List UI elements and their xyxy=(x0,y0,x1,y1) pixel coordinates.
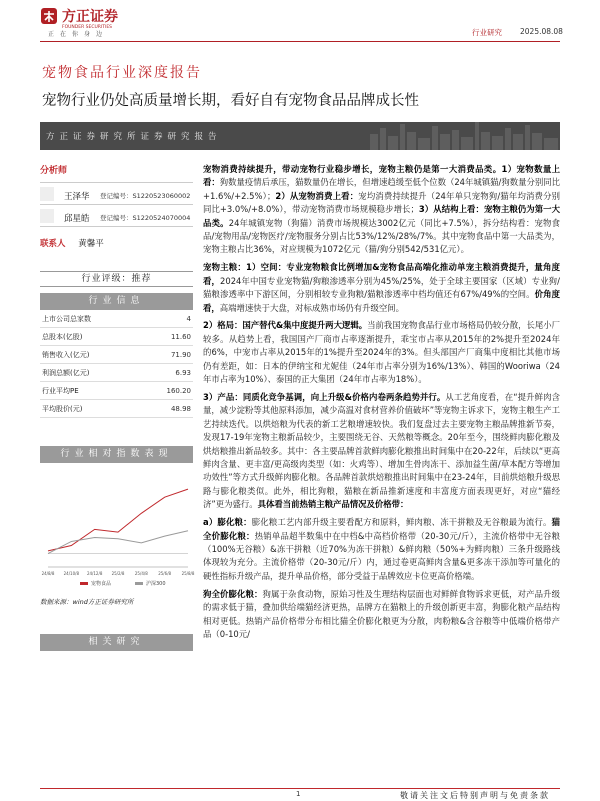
info-value: 48.98 xyxy=(170,405,191,413)
brand-name-en: FOUNDER SECURITIES xyxy=(62,25,113,30)
body-paragraph: 宠物消费持续提升，带动宠物行业稳步增长，宠物主粮仍是第一大消费品类。1）宠物数量上看：狗数量疫情后承压，猫数量仍在增长，但增速趋缓至低个位数（24年城镇猫/狗数量分别同比+1.6%/+2.5%）；2）从宠物消费上看：宠均消费持续提升（24年单只宠物狗/猫年均消费分别同比+3.0%/+8.0%），带动宠物消费市场规模稳步增长；3）从结构上看：宠物主粮仍为第一大品类。24年城镇宠物（狗猫）消费市场规模达3002亿元（同比+7.5%），拆分结构看：宠物食品/宠物用品/宠物医疗/宠物服务分别占比53%/12%/28%/7%。其中宠物食品中第一大品类为，宠物主粮占比36%，对应规模为1072亿元（猫/狗分别542/531亿元）。 xyxy=(203,164,561,255)
related-research-title: 相关研究 xyxy=(40,634,193,651)
x-tick-label: 24/10/8 xyxy=(63,571,80,576)
info-key: 总股本(亿股) xyxy=(42,333,83,341)
info-key: 利润总额(亿元) xyxy=(42,369,90,377)
legend-label: 宠物食品 xyxy=(91,581,112,587)
contact-label: 联系人 xyxy=(40,239,66,249)
industry-info-table xyxy=(40,310,193,418)
skyline-image xyxy=(360,122,560,150)
report-title: 宠物行业仍处高质量增长期，看好自有宠物食品品牌成长性 xyxy=(42,93,419,109)
header-divider xyxy=(40,41,560,42)
chart-svg xyxy=(40,467,193,595)
analyst-name: 王泽华 xyxy=(64,192,90,202)
x-tick-label: 24/8/8 xyxy=(41,571,55,576)
analyst-row xyxy=(40,183,193,205)
banner-text: 方正证券研究所证券研究报告 xyxy=(46,132,222,142)
legend-swatch xyxy=(80,582,88,585)
x-tick-label: 25/2/8 xyxy=(111,571,125,576)
info-value: 11.60 xyxy=(170,333,191,341)
x-tick-label: 25/8/8 xyxy=(181,571,195,576)
body-paragraph: a）膨化粮：膨化粮工艺内部升级主要看配方和原料，鲜肉粮、冻干拼粮及无谷粮最为流行。猫全价膨化粮：热销单品超半数集中在中档&中高档价格带（20-30元/斤），主流价格带中无谷粮（100%无谷粮）&冻干拼粮（近70%为冻干拼粮）&鲜肉粮（50%+为鲜肉粮）三条升级路线体现较为充分。主流价格带（20-30元/斤）内，通过卷更高鲜肉含量&更多冻干添加等可量化的硬性指标升级产品，提升单品价格，部分受益于品牌效应卡位更高价格端。 xyxy=(203,517,561,581)
industry-info-title: 行业信息 xyxy=(40,293,193,310)
info-row xyxy=(40,346,193,364)
banner xyxy=(40,122,560,150)
info-row xyxy=(40,328,193,346)
chart-title: 行业相对指数表现 xyxy=(40,446,193,463)
body-paragraph: 狗全价膨化粮：狗属于杂食动物，原始习性及生理结构层面也对鲜鲜食物诉求更低，对产品升级的需求低于猫，叠加供给端猫经济更热，品牌方在猫粮上的升级创新更丰富，狗膨化粮产品结构相对更低。热销产品价格带分布相比猫全价膨化粮更为分散，肉粉粮&含谷粮等中低端价格带产品（0-10元/ xyxy=(203,588,561,639)
contact xyxy=(40,237,193,249)
disclaimer-link[interactable]: 敬请关注文后特别声明与免责条款 xyxy=(400,791,550,800)
legend-swatch xyxy=(135,582,143,585)
chart-source: 数据来源：wind方正证券研究所 xyxy=(40,598,134,606)
slogan: 正在你身边 xyxy=(48,31,109,38)
report-category: 宠物食品行业深度报告 xyxy=(42,65,202,81)
info-row xyxy=(40,400,193,418)
info-row xyxy=(40,364,193,382)
info-key: 平均股价(元) xyxy=(42,405,83,413)
x-tick-label: 24/12/8 xyxy=(86,571,103,576)
series-line-hs300 xyxy=(48,531,188,554)
info-value: 160.20 xyxy=(166,387,191,395)
analyst-label: 分析师 xyxy=(40,166,68,176)
legend-label: 沪深300 xyxy=(146,581,166,587)
footer-divider xyxy=(40,788,560,789)
x-tick-label: 25/4/8 xyxy=(134,571,148,576)
analyst-avatar xyxy=(40,209,54,223)
analyst-avatar xyxy=(40,187,54,201)
analyst-reg: 登记编号：S1220524070004 xyxy=(100,214,191,222)
page-number: 1 xyxy=(296,790,301,798)
info-key: 销售收入(亿元) xyxy=(42,351,90,359)
info-value: 71.90 xyxy=(170,351,191,359)
body-paragraph: 2）格局：国产替代&集中度提升两大逻辑。当前我国宠物食品行业市场格局仍较分散，长尾小厂较多。从趋势上看，我国国产厂商市占率逐渐提升，乖宝市占率从2015年的2%提升至2024年的6%，中宠市占率从2015年的1%提升至2024年的3%。但头部国产厂商集中度相比其他市场仍有差距，如：日本的伊纳宝和尤妮佳（24年市占率分别为16%/13%）、韩国的Wooriwa（24年市占率为10%）、泰国的正大集团（24年市占率为18%）。 xyxy=(203,320,561,385)
info-row xyxy=(40,310,193,328)
info-value: 6.93 xyxy=(175,369,191,377)
info-value: 4 xyxy=(186,315,191,323)
info-key: 上市公司总家数 xyxy=(42,315,91,323)
body-paragraph: 宠物主粮：1）空间：专业宠物粮食比例增加&宠物食品高端化推动单宠主粮消费提升，量角度看，2024年中国专业宠物猫/狗粮渗透率分别为45%/25%，处于全球主要国家（区域）专业狗/猫粮渗透率中下游区间，分别相较专业狗粮/猫粮渗透率中档均值还有67%/49%的空间。价角度看，高端增速快于大盘，对标成熟市场仍有升级空间。 xyxy=(203,262,561,313)
analyst-reg: 登记编号：S1220523060002 xyxy=(100,192,191,200)
analyst-row xyxy=(40,205,193,227)
analyst-name: 邱星皓 xyxy=(64,214,90,224)
x-tick-label: 25/6/8 xyxy=(158,571,172,576)
report-body xyxy=(203,163,560,646)
brand-name: 方正证券 xyxy=(62,9,118,25)
series-line-pet-food xyxy=(48,489,188,551)
industry-rating: 行业评级：推荐 xyxy=(40,271,193,287)
contact-name: 黄馨平 xyxy=(78,239,104,249)
body-paragraph: 3）产品：同质化竞争基调，向上升级&价格内卷两条趋势并行。从工艺角度看，在“提升鲜肉含量，减少淀粉等其他原料添加，减少高温对食材营养价值破坏”等宠物主诉求下，宠物主粮生产工艺持续迭代。以烘焙粮为代表的新工艺粮增速较快。我们复盘过去主要宠物主粮品牌推新节奏，发现17-19年宠物主粮新品较少，主要围绕无谷、天然粮等概念。20年至今，围绕鲜肉膨化粮及烘焙粮推出新品较多。其中：各主要品牌首款鲜肉膨化粮推出时间集中在20-22年，后续以“更高鲜肉含量、更丰富/更高级肉类型（如：火鸡等）、增加生骨肉冻干、添加益生菌/草本配方等增加功效性”等方式升级鲜肉膨化粮。各品牌首款烘焙粮推出时间集中在23-24年，目前烘焙粮升级思路与膨化粮类似。此外，相比狗粮，猫粮在新品推新速度和丰富度方面表现更好，对应“猫经济”更为盛行。具体看当前热销主粮产品情况及价格带： xyxy=(203,392,560,510)
report-type-tag: 行业研究 xyxy=(472,28,502,37)
info-key: 行业平均PE xyxy=(42,387,79,395)
report-date: 2025.08.08 xyxy=(520,27,563,36)
left-sidebar xyxy=(40,163,193,651)
info-row xyxy=(40,382,193,400)
relative-index-chart xyxy=(40,467,193,595)
